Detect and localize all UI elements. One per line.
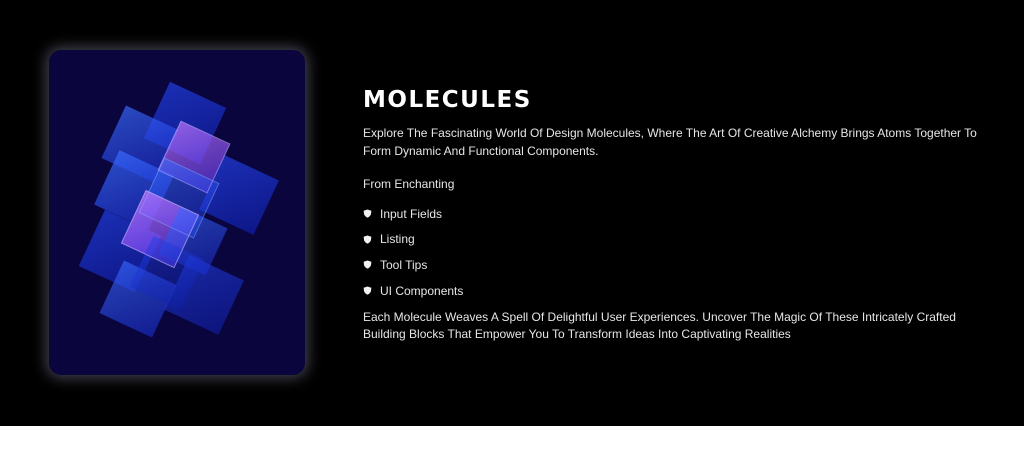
feature-list — [363, 201, 993, 303]
list-item-label: Input Fields — [380, 206, 443, 221]
intro-paragraph: Explore The Fascinating World Of Design Molecules, Where The Art Of Creative Alchemy Brings Atoms Together To Form Dynamic And Functional Components. — [363, 126, 977, 158]
list-item — [363, 278, 993, 304]
list-item-label: Listing — [380, 232, 415, 247]
outro-paragraph: Each Molecule Weaves A Spell Of Delightful User Experiences. Uncover The Magic Of These Intricately Crafted Building Blocks That Empower You To Transform Ideas Into Captivating Realities — [363, 310, 956, 342]
list-item-label: UI Components — [380, 283, 464, 298]
shield-bullet-icon — [363, 209, 372, 218]
shield-bullet-icon — [363, 235, 372, 244]
list-lead-text: From Enchanting — [363, 177, 455, 191]
list-item — [363, 201, 993, 227]
glass-cubes-illustration — [49, 50, 305, 375]
list-item — [363, 252, 993, 278]
list-item — [363, 227, 993, 253]
shield-bullet-icon — [363, 286, 372, 295]
shield-bullet-icon — [363, 260, 372, 269]
molecules-illustration-card — [49, 50, 305, 375]
list-item-label: Tool Tips — [380, 257, 428, 272]
section-title: MOLECULES — [363, 87, 532, 113]
molecules-content — [363, 86, 993, 343]
